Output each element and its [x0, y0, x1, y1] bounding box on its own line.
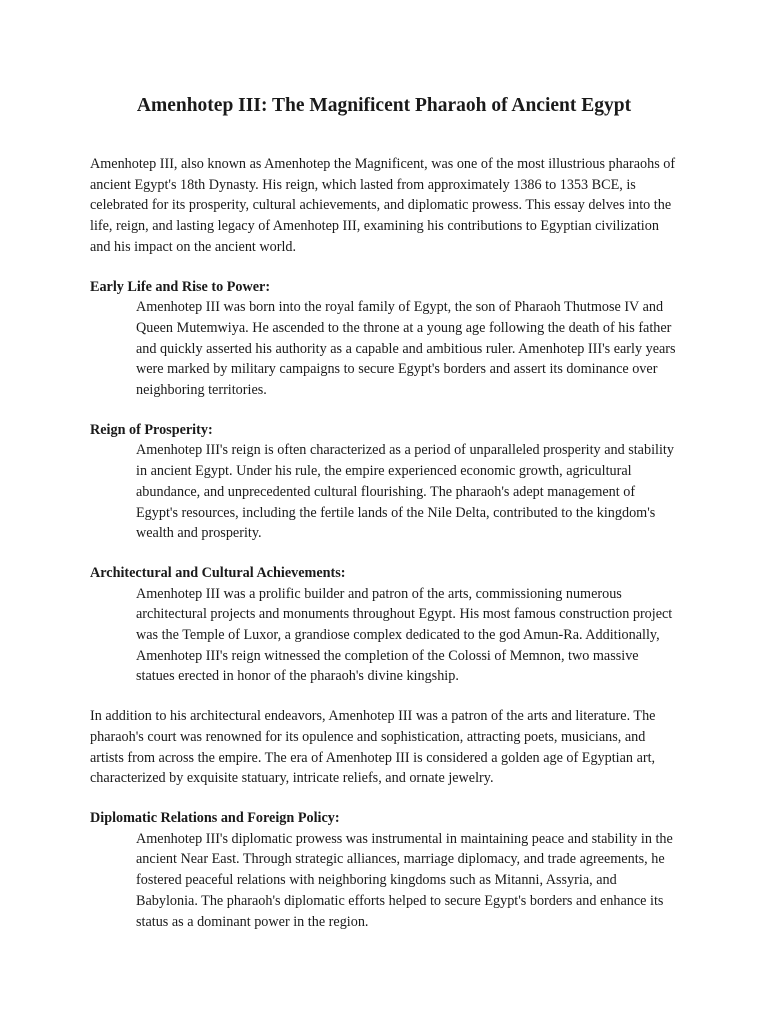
section-body: Amenhotep III's reign is often characterized as a period of unparalleled prosperity and stability in ancient Egypt. Under his rule, the empire experienced economic growth, agricultural abundance, and unprecedented cultural flourishing. The pharaoh's adept management of Egypt's resources, including the fertile lands of the Nile Delta, contributed to the kingdom's wealth and prosperity.: [136, 442, 674, 542]
section-heading: Reign of Prosperity:: [90, 421, 213, 438]
section-heading: Diplomatic Relations and Foreign Policy:: [90, 809, 340, 826]
section-body: Amenhotep III's diplomatic prowess was instrumental in maintaining peace and stability in the ancient Near East. Through strategic alliances, marriage diplomacy, and trade agreements, he fostered peaceful relations with neighboring kingdoms such as Mitanni, Assyria, and Babylonia. The pharaoh's diplomatic efforts helped to secure Egypt's borders and enhance its status as a dominant power in the region.: [136, 830, 673, 930]
section-architectural-achievements: [90, 563, 678, 687]
page-title: Amenhotep III: The Magnificent Pharaoh of Ancient Egypt: [136, 95, 632, 116]
arts-paragraph: In addition to his architectural endeavors, Amenhotep III was a patron of the arts and literature. The pharaoh's court was renowned for its opulence and sophistication, attracting poets, musicians, and artists from across the empire. The era of Amenhotep III is considered a golden age of Egyptian art, characterized by exquisite statuary, intricate reliefs, and ornate jewelry.: [90, 708, 656, 787]
section-early-life: [90, 277, 678, 401]
section-diplomatic-relations: [90, 808, 678, 932]
section-body: Amenhotep III was born into the royal family of Egypt, the son of Pharaoh Thutmose IV and Queen Mutemwiya. He ascended to the throne at a young age following the death of his father and quickly asserted his authority as a capable and ambitious ruler. Amenhotep III's early years were marked by military campaigns to secure Egypt's borders and assert its dominance over neighboring territories.: [136, 299, 676, 399]
section-heading: Architectural and Cultural Achievements:: [90, 564, 346, 581]
section-body: Amenhotep III was a prolific builder and patron of the arts, commissioning numerous architectural projects and monuments throughout Egypt. His most famous construction project was the Temple of Luxor, a grandiose complex dedicated to the god Amun-Ra. Additionally, Amenhotep III's reign witnessed the completion of the Colossi of Memnon, two massive statues erected in honor of the pharaoh's divine kingship.: [136, 585, 673, 685]
section-heading: Early Life and Rise to Power:: [90, 278, 271, 295]
section-reign-of-prosperity: [90, 420, 678, 544]
intro-paragraph: Amenhotep III, also known as Amenhotep the Magnificent, was one of the most illustrious pharaohs of ancient Egypt's 18th Dynasty. His reign, which lasted from approximately 1386 to 1353 BCE, is celebrated for its prosperity, cultural achievements, and diplomatic prowess. This essay delves into the life, reign, and lasting legacy of Amenhotep III, examining his contributions to Egyptian civilization and his impact on the ancient world.: [90, 156, 676, 255]
